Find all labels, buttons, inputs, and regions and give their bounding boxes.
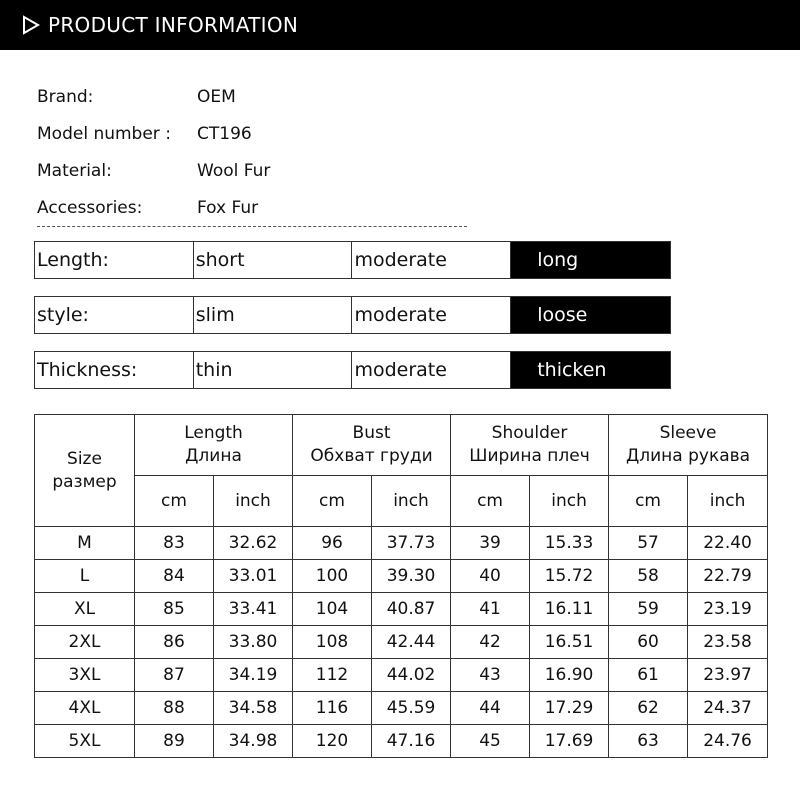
info-value: OEM	[197, 86, 236, 107]
attribute-option: moderate	[352, 352, 511, 388]
info-key: Accessories:	[37, 197, 143, 218]
sleeve-cm-cell: 61	[609, 659, 688, 692]
group-header-shoulder	[451, 415, 609, 476]
sleeve-cm-cell: 62	[609, 692, 688, 725]
attribute-option: thin	[194, 352, 353, 388]
bust-cm-cell: 108	[293, 626, 372, 659]
unit-cm: cm	[135, 476, 214, 527]
group-name-ru: Длина рукава	[625, 446, 751, 466]
shoulder-inch-cell: 17.29	[530, 692, 609, 725]
attribute-option-selected: thicken	[511, 352, 670, 388]
size-table-header-row	[35, 415, 768, 476]
sleeve-inch-cell: 22.79	[688, 560, 768, 593]
table-row	[35, 659, 768, 692]
play-triangle-icon	[22, 15, 40, 35]
attribute-option-selected: loose	[511, 297, 670, 333]
shoulder-cm-cell: 42	[451, 626, 530, 659]
group-name: Shoulder	[491, 423, 568, 443]
info-row-accessories	[37, 189, 270, 226]
info-value: CT196	[197, 123, 252, 144]
bust-cm-cell: 104	[293, 593, 372, 626]
shoulder-cm-cell: 45	[451, 725, 530, 758]
sleeve-inch-cell: 23.19	[688, 593, 768, 626]
group-header-sleeve	[609, 415, 768, 476]
attribute-label: style:	[35, 297, 194, 333]
size-header-ru: размер	[52, 471, 117, 492]
attribute-row-length	[34, 241, 671, 279]
size-cell: 3XL	[35, 659, 135, 692]
length-inch-cell: 34.58	[214, 692, 293, 725]
size-cell: L	[35, 560, 135, 593]
sleeve-inch-cell: 24.76	[688, 725, 768, 758]
bust-inch-cell: 39.30	[372, 560, 451, 593]
length-cm-cell: 86	[135, 626, 214, 659]
attribute-label: Length:	[35, 242, 194, 278]
bust-cm-cell: 116	[293, 692, 372, 725]
length-inch-cell: 34.19	[214, 659, 293, 692]
sleeve-cm-cell: 63	[609, 725, 688, 758]
shoulder-cm-cell: 43	[451, 659, 530, 692]
group-name: Bust	[352, 423, 391, 443]
bust-inch-cell: 40.87	[372, 593, 451, 626]
group-name-ru: Длина	[185, 446, 242, 466]
table-row	[35, 725, 768, 758]
size-cell: 4XL	[35, 692, 135, 725]
group-name: Length	[184, 423, 243, 443]
length-cm-cell: 84	[135, 560, 214, 593]
length-inch-cell: 33.80	[214, 626, 293, 659]
attribute-option: moderate	[352, 242, 511, 278]
bust-inch-cell: 42.44	[372, 626, 451, 659]
info-key: Brand:	[37, 86, 94, 107]
length-inch-cell: 34.98	[214, 725, 293, 758]
bust-cm-cell: 120	[293, 725, 372, 758]
sleeve-inch-cell: 22.40	[688, 527, 768, 560]
shoulder-cm-cell: 44	[451, 692, 530, 725]
length-inch-cell: 33.41	[214, 593, 293, 626]
sleeve-inch-cell: 24.37	[688, 692, 768, 725]
table-row	[35, 527, 768, 560]
attribute-row-thickness	[34, 351, 671, 389]
bust-inch-cell: 44.02	[372, 659, 451, 692]
shoulder-inch-cell: 15.33	[530, 527, 609, 560]
group-name-ru: Обхват груди	[310, 446, 433, 466]
unit-inch: inch	[530, 476, 609, 527]
sleeve-inch-cell: 23.58	[688, 626, 768, 659]
bust-cm-cell: 112	[293, 659, 372, 692]
shoulder-inch-cell: 16.51	[530, 626, 609, 659]
unit-header-row	[35, 476, 768, 527]
bust-inch-cell: 45.59	[372, 692, 451, 725]
bust-inch-cell: 37.73	[372, 527, 451, 560]
info-row-model	[37, 115, 270, 152]
shoulder-inch-cell: 17.69	[530, 725, 609, 758]
sleeve-cm-cell: 57	[609, 527, 688, 560]
unit-cm: cm	[451, 476, 530, 527]
unit-cm: cm	[293, 476, 372, 527]
info-key: Material:	[37, 160, 112, 181]
attribute-row-style	[34, 296, 671, 334]
attribute-option: slim	[194, 297, 353, 333]
dashed-divider	[37, 226, 467, 227]
shoulder-cm-cell: 41	[451, 593, 530, 626]
bust-cm-cell: 96	[293, 527, 372, 560]
length-cm-cell: 83	[135, 527, 214, 560]
sleeve-cm-cell: 60	[609, 626, 688, 659]
unit-inch: inch	[688, 476, 768, 527]
sleeve-cm-cell: 58	[609, 560, 688, 593]
table-row	[35, 692, 768, 725]
group-header-bust	[293, 415, 451, 476]
attribute-option: moderate	[352, 297, 511, 333]
shoulder-inch-cell: 16.11	[530, 593, 609, 626]
info-value: Wool Fur	[197, 160, 271, 181]
sleeve-inch-cell: 23.97	[688, 659, 768, 692]
group-name-ru: Ширина плеч	[469, 446, 590, 466]
group-name: Sleeve	[659, 423, 717, 443]
size-header-en: Size	[67, 448, 102, 469]
product-info-list	[37, 78, 270, 226]
attribute-option-selected: long	[511, 242, 670, 278]
size-cell: M	[35, 527, 135, 560]
size-cell: 5XL	[35, 725, 135, 758]
table-row	[35, 626, 768, 659]
shoulder-inch-cell: 15.72	[530, 560, 609, 593]
info-value: Fox Fur	[197, 197, 259, 218]
attribute-label: Thickness:	[35, 352, 194, 388]
size-header-cell	[35, 415, 135, 527]
length-cm-cell: 87	[135, 659, 214, 692]
table-row	[35, 560, 768, 593]
unit-inch: inch	[214, 476, 293, 527]
length-cm-cell: 85	[135, 593, 214, 626]
shoulder-cm-cell: 40	[451, 560, 530, 593]
shoulder-cm-cell: 39	[451, 527, 530, 560]
table-row	[35, 593, 768, 626]
group-header-length	[135, 415, 293, 476]
length-inch-cell: 33.01	[214, 560, 293, 593]
size-cell: 2XL	[35, 626, 135, 659]
info-row-material	[37, 152, 270, 189]
sleeve-cm-cell: 59	[609, 593, 688, 626]
section-title: PRODUCT INFORMATION	[48, 13, 299, 37]
length-cm-cell: 88	[135, 692, 214, 725]
size-table-body	[35, 527, 768, 758]
bust-cm-cell: 100	[293, 560, 372, 593]
bust-inch-cell: 47.16	[372, 725, 451, 758]
length-cm-cell: 89	[135, 725, 214, 758]
size-chart-table	[34, 414, 768, 758]
size-cell: XL	[35, 593, 135, 626]
info-key: Model number :	[37, 123, 171, 144]
unit-inch: inch	[372, 476, 451, 527]
section-header	[0, 0, 800, 50]
shoulder-inch-cell: 16.90	[530, 659, 609, 692]
unit-cm: cm	[609, 476, 688, 527]
length-inch-cell: 32.62	[214, 527, 293, 560]
attribute-option: short	[194, 242, 353, 278]
info-row-brand	[37, 78, 270, 115]
